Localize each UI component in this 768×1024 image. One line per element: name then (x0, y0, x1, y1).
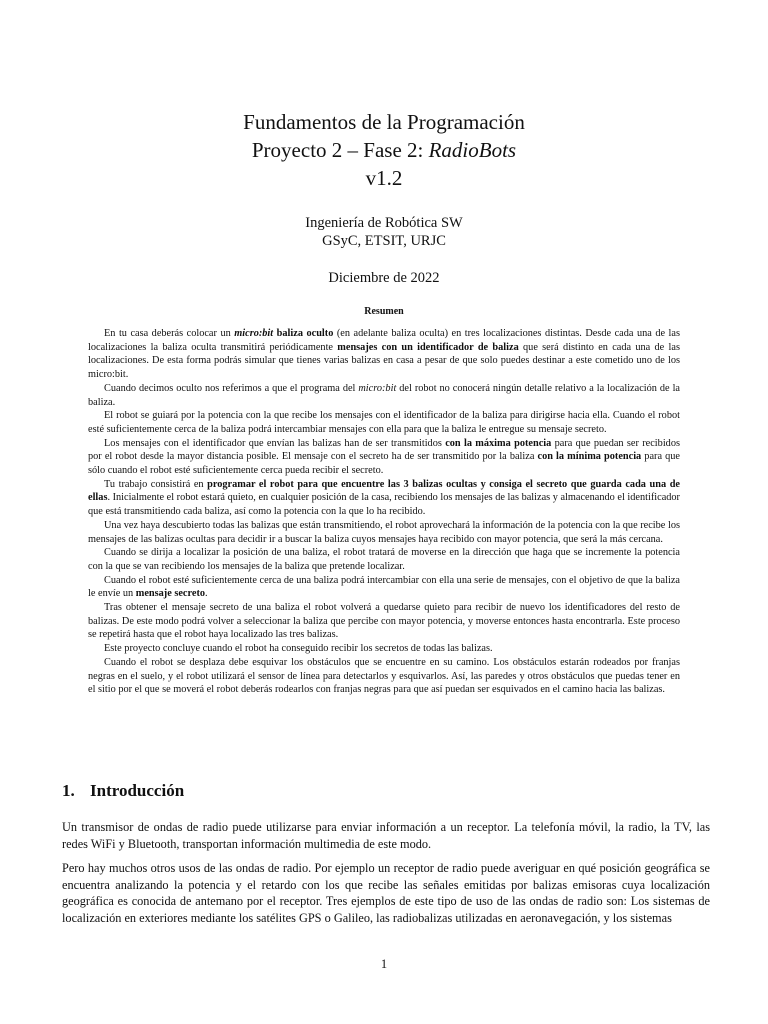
section-paragraph: Pero hay muchos otros usos de las ondas de radio. Por ejemplo un receptor de radio puede averiguar en qué posición geográfica se encuentra analizando la potencia y el retardo con los que recibe las señales emitidas por balizas emisoras cuya localización geográfica es conocida de antemano por el receptor. Tres ejemplos de este tipo de uso de las ondas de radio son: Los sistemas de localización en exteriores mediante los satélites GPS o Galileo, las radiobalizas utilizadas en aeronavegación, y los sistemas (62, 861, 710, 925)
abstract-paragraph (88, 656, 680, 697)
abstract (88, 306, 680, 697)
abstract-paragraph (88, 437, 680, 478)
abstract-text: En tu casa deberás colocar un (104, 328, 235, 339)
abstract-text: Cuando decimos oculto nos referimos a que el programa del (104, 382, 359, 394)
abstract-text: Cuando se dirija a localizar la posición de una baliza, el robot tratará de moverse en la dirección que haga que se incremente la potencia con la que se van recibiendo los mensajes de la baliza que pretende localizar. (88, 547, 680, 572)
abstract-paragraph (88, 601, 680, 642)
authors (0, 214, 768, 250)
abstract-text: Tu trabajo consistirá en (104, 478, 208, 490)
document-version: v1.2 (365, 166, 403, 190)
section-number: 1. (62, 781, 75, 800)
abstract-paragraph (88, 546, 680, 573)
section-heading (62, 781, 710, 801)
abstract-body (88, 327, 680, 697)
abstract-text: Cuando el robot esté suficientemente cerca de una baliza podrá intercambiar con ella una serie de mensajes, con el objetivo de que la baliza le envíe un (88, 574, 680, 600)
subtitle-project-name: RadioBots (428, 138, 517, 162)
abstract-paragraph (88, 382, 680, 409)
abstract-text: para que puedan ser recibidos por el robot desde la mayor distancia posible. El mensaje con el secreto ha de ser transmitido por la baliza (88, 437, 680, 463)
abstract-text: (en adelante baliza oculta) en tres localizaciones distintas. Desde cada una de las localizaciones la baliza oculta transmitirá periódicamente (88, 328, 680, 353)
abstract-text: El robot se guiará por la potencia con la que recibe los mensajes con el identificador de la baliza para dirigirse hacia ella. Cuando el robot esté suficientemente cerca de la baliza podrá intercambiar mensajes con ella para que la baliza le entregue su mensaje secreto. (88, 410, 680, 435)
abstract-paragraph (88, 327, 680, 382)
section-introduction (62, 781, 710, 934)
document-subtitle (0, 136, 768, 164)
abstract-emphasis: baliza oculto (273, 328, 334, 339)
abstract-emphasis: micro:bit (234, 328, 274, 339)
abstract-emphasis: programar el robot para que encuentre las 3 balizas ocultas y consiga el secreto que guarda cada una de ellas (88, 478, 680, 504)
abstract-paragraph (88, 409, 680, 436)
document-date: Diciembre de 2022 (328, 270, 440, 286)
abstract-text: para que sólo cuando el robot esté suficientemente cerca pueda recibir el secreto. (88, 451, 680, 477)
abstract-text: Una vez haya descubierto todas las balizas que están transmitiendo, el robot aprovechará la información de la potencia con la que recibe los mensajes de las balizas ocultas para decidir ir a buscar la baliza cuyos mensajes haya recibido con mayor potencia, que será la más cercana. (88, 519, 680, 545)
document-title: Fundamentos de la Programación (243, 110, 525, 134)
abstract-heading: Resumen (364, 306, 404, 317)
abstract-text: Los mensajes con el identificador que envían las balizas han de ser transmitidos (104, 437, 446, 449)
title-block (0, 108, 768, 287)
abstract-paragraph (88, 519, 680, 546)
page-number: 1 (380, 957, 388, 971)
abstract-paragraph (88, 478, 680, 519)
abstract-text: Cuando el robot se desplaza debe esquivar los obstáculos que se encuentre en su camino. Los obstáculos estarán rodeados por franjas negras en el suelo, y el robot utilizará el sensor de línea para detectarlos y esquivarlos. Así, las paredes y otros obstáculos que puedas tener en el sitio por el que se moverá el robot deberás rodearlos con franjas negras para que así puedan ser esquivados en el camino hacia las balizas. (88, 656, 680, 696)
abstract-text: . Inicialmente el robot estará quieto, en cualquier posición de la casa, recibiendo los mensajes de las balizas y almacenando el identificador que está transmitiendo cada baliza, así como la potencia con la que lo ha recibido. (88, 492, 680, 518)
abstract-emphasis: mensaje secreto (135, 588, 206, 600)
abstract-italic: micro:bit (358, 382, 397, 394)
abstract-text: Este proyecto concluye cuando el robot ha conseguido recibir los secretos de todas las balizas. (104, 643, 493, 655)
abstract-paragraph (88, 574, 680, 601)
abstract-text: Tras obtener el mensaje secreto de una baliza el robot volverá a quedarse quieto para recibir de nuevo los identificadores del resto de balizas. De este modo podrá volver a seleccionar la baliza que percibe con mayor potencia, y moverse entonces hasta encontrarla. Este proceso se repetirá hasta que el robot haya localizado las tres balizas. (88, 602, 680, 641)
section-title: Introducción (90, 781, 185, 800)
subtitle-prefix: Proyecto 2 – Fase 2: (251, 138, 429, 162)
abstract-text: . (205, 588, 208, 600)
abstract-emphasis: con la mínima potencia (537, 451, 642, 463)
abstract-text: del robot no conocerá ningún detalle relativo a la localización de la baliza. (88, 382, 680, 408)
author-affiliation-1: Ingeniería de Robótica SW (305, 215, 463, 231)
abstract-text: que será distinto en cada una de las localizaciones. De esta forma podrás simular que tienes varias balizas en casa a pesar de que solo puedes destinar a este cometido uno de los micro:bit. (88, 341, 680, 381)
abstract-emphasis: con la máxima potencia (445, 437, 552, 449)
abstract-emphasis: mensajes con un identificador de baliza (337, 341, 519, 353)
abstract-paragraph (88, 642, 680, 656)
author-affiliation-2: GSyC, ETSIT, URJC (322, 233, 446, 249)
section-paragraph: Un transmisor de ondas de radio puede utilizarse para enviar información a un receptor. La telefonía móvil, la radio, la TV, las redes WiFi y Bluetooth, transportan información multimedia de este modo. (62, 820, 710, 851)
